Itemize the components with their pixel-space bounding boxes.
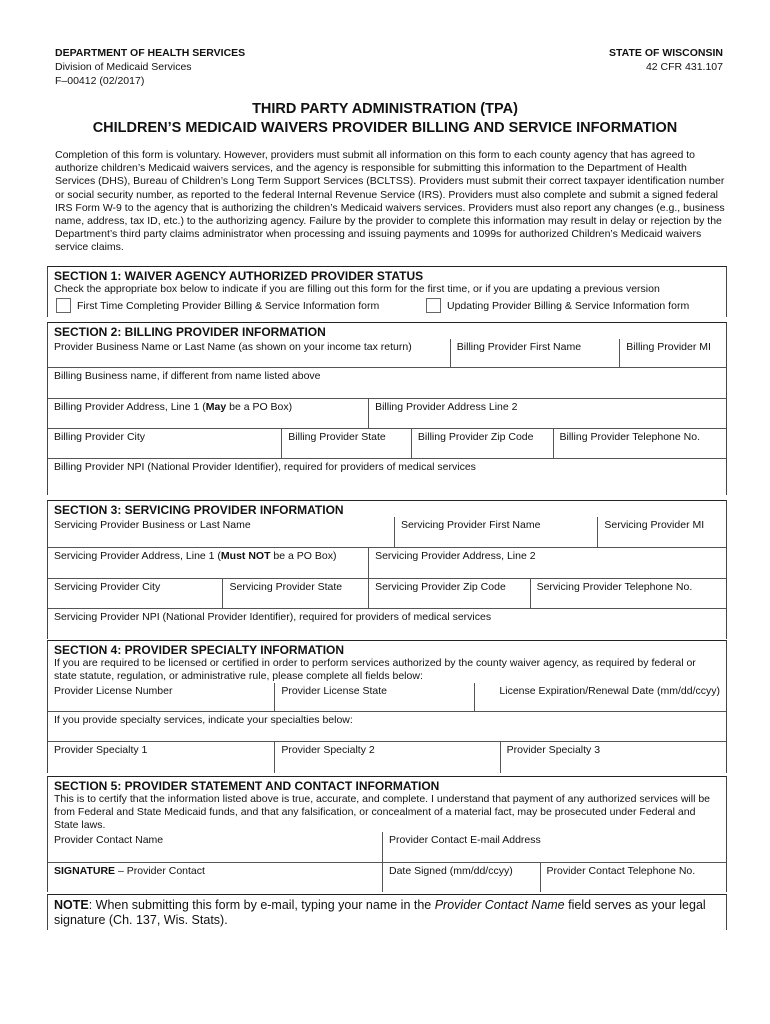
note-label: NOTE	[54, 898, 89, 912]
servicing-mi-field[interactable]: Servicing Provider MI	[597, 517, 726, 547]
license-number-field[interactable]: Provider License Number	[54, 685, 173, 697]
servicing-state-field[interactable]: Servicing Provider State	[222, 579, 368, 608]
intro-paragraph: Completion of this form is voluntary. However, providers must submit all information on this form to each county agency that has agreed to authorize children’s Medicaid waivers services, and the agency is responsible for submitting this information to the Department of Health Services (DHS), Bureau of Children’s Long Term Support Services (BCLTSS). Providers must submit their correct taxpayer identification number or social security number, as reported to the federal Internal Revenue Service (IRS). Providers must also complete and submit a signed federal IRS Form W-9 to the agency that is authorizing the children’s Medicaid waivers services. Providers must also report any changes (e.g., business name, address, tax ID, etc.) to the authorizing agency. Failure by the provider to complete this information may result in delay or rejection by the Department’s third party claims administrator when processing and issuing payments and 1099s for authorized Children’s Medicaid waivers service claims.	[55, 149, 725, 254]
specialty-note-row	[48, 711, 726, 741]
specialty-note: If you provide specialty services, indicate your specialties below:	[54, 714, 353, 726]
servicing-zip-field[interactable]: Servicing Provider Zip Code	[368, 579, 530, 608]
billing-address-row	[48, 398, 726, 428]
servicing-city-row	[48, 578, 726, 608]
title-line-2: CHILDREN’S MEDICAID WAIVERS PROVIDER BILLING AND SERVICE INFORMATION	[92, 120, 678, 136]
section-5	[47, 776, 727, 892]
specialty-1-field[interactable]: Provider Specialty 1	[54, 744, 148, 756]
billing-business-alt-field[interactable]: Billing Business name, if different from name listed above	[54, 370, 321, 382]
section-1-title: SECTION 1: WAIVER AGENCY AUTHORIZED PROVIDER STATUS	[54, 269, 424, 283]
servicing-address-1-label-b: Must NOT	[220, 550, 271, 562]
billing-zip-field[interactable]: Billing Provider Zip Code	[411, 429, 553, 458]
servicing-first-name-field[interactable]: Servicing Provider First Name	[394, 517, 597, 547]
section-2-title: SECTION 2: BILLING PROVIDER INFORMATION	[54, 325, 326, 339]
contact-name-field[interactable]: Provider Contact Name	[54, 834, 164, 846]
license-state-field[interactable]: Provider License State	[274, 683, 473, 711]
signature-field[interactable]	[48, 863, 382, 892]
servicing-npi-field[interactable]: Servicing Provider NPI (National Provider Identifier), required for providers of medical services	[54, 611, 492, 623]
form-title	[0, 100, 770, 138]
billing-npi-row	[48, 458, 726, 495]
specialty-3-field[interactable]: Provider Specialty 3	[500, 742, 726, 773]
note-text-1: : When submitting this form by e-mail, typing your name in the	[88, 898, 435, 912]
billing-city-field[interactable]: Billing Provider City	[54, 431, 146, 443]
section-4	[47, 640, 727, 773]
servicing-business-name-field[interactable]: Servicing Provider Business or Last Name	[54, 519, 251, 531]
contact-phone-field[interactable]: Provider Contact Telephone No.	[540, 863, 726, 892]
billing-address-1-label-c: be a PO Box)	[226, 401, 293, 413]
submission-note	[47, 894, 727, 930]
billing-phone-field[interactable]: Billing Provider Telephone No.	[553, 429, 726, 458]
note-text-2: field serves as your legal signature (Ch. 137, Wis. Stats).	[54, 898, 706, 927]
first-time-option[interactable]	[54, 298, 424, 313]
state-name: STATE OF WISCONSIN	[609, 47, 723, 59]
first-time-checkbox[interactable]	[56, 298, 71, 313]
signature-row	[48, 862, 726, 892]
section-3	[47, 500, 727, 639]
section-5-statement: This is to certify that the information listed above is true, accurate, and complete. I understand that payment of any authorized services will be from Federal and State Medicaid funds, and that any falsification, or concealment of a material fact, may be prosecuted under Federal and State laws.	[54, 793, 711, 831]
section-2	[47, 322, 727, 495]
billing-address-1-field[interactable]	[48, 399, 368, 428]
servicing-address-row	[48, 547, 726, 578]
specialty-2-field[interactable]: Provider Specialty 2	[274, 742, 499, 773]
signature-label-rest: – Provider Contact	[115, 865, 205, 877]
header-left	[55, 46, 245, 88]
section-1	[47, 266, 727, 317]
servicing-npi-row	[48, 608, 726, 639]
form-number: F–00412 (02/2017)	[55, 75, 145, 87]
updating-checkbox[interactable]	[426, 298, 441, 313]
signature-label-bold: SIGNATURE	[54, 865, 116, 877]
servicing-address-1-label-a: Servicing Provider Address, Line 1 (	[54, 550, 221, 562]
billing-npi-field[interactable]: Billing Provider NPI (National Provider Identifier), required for providers of medical services	[54, 461, 476, 473]
note-italic: Provider Contact Name	[434, 898, 565, 912]
header-right	[609, 46, 723, 74]
billing-business-row	[48, 367, 726, 398]
billing-address-1-label-a: Billing Provider Address, Line 1 (	[54, 401, 206, 413]
servicing-address-2-field[interactable]: Servicing Provider Address, Line 2	[368, 548, 726, 578]
billing-city-row	[48, 428, 726, 458]
license-exp-field[interactable]: License Expiration/Renewal Date (mm/dd/ccyy)	[474, 683, 726, 711]
title-line-1: THIRD PARTY ADMINISTRATION (TPA)	[252, 101, 518, 117]
billing-address-2-field[interactable]: Billing Provider Address Line 2	[368, 399, 726, 428]
servicing-address-1-label-c: be a PO Box)	[270, 550, 337, 562]
division-name: Division of Medicaid Services	[55, 61, 192, 73]
license-row	[48, 683, 726, 711]
servicing-phone-field[interactable]: Servicing Provider Telephone No.	[530, 579, 726, 608]
updating-option[interactable]	[424, 298, 689, 313]
servicing-address-1-field[interactable]	[48, 548, 368, 578]
contact-row	[48, 832, 726, 862]
section-4-title: SECTION 4: PROVIDER SPECIALTY INFORMATION	[54, 643, 345, 657]
billing-business-name-field[interactable]: Provider Business Name or Last Name (as shown on your income tax return)	[54, 341, 412, 353]
section-5-title: SECTION 5: PROVIDER STATEMENT AND CONTACT INFORMATION	[54, 779, 440, 793]
billing-address-1-label-b: May	[205, 401, 227, 413]
updating-label: Updating Provider Billing & Service Information form	[447, 299, 690, 312]
billing-state-field[interactable]: Billing Provider State	[281, 429, 411, 458]
servicing-city-field[interactable]: Servicing Provider City	[54, 581, 161, 593]
first-time-label: First Time Completing Provider Billing & Service Information form	[77, 299, 380, 312]
section-3-title: SECTION 3: SERVICING PROVIDER INFORMATION	[54, 503, 344, 517]
billing-name-row	[48, 339, 726, 367]
section-4-note: If you are required to be licensed or certified in order to perform services authorized by the county waiver agency, as required by federal or state statute, regulation, or administrative rule, please complete all fields below:	[54, 657, 696, 682]
servicing-name-row	[48, 517, 726, 547]
contact-email-field[interactable]: Provider Contact E-mail Address	[382, 832, 726, 862]
dept-name: DEPARTMENT OF HEALTH SERVICES	[55, 47, 246, 59]
cfr-ref: 42 CFR 431.107	[645, 61, 723, 73]
date-signed-field[interactable]: Date Signed (mm/dd/ccyy)	[382, 863, 540, 892]
specialty-row	[48, 741, 726, 773]
billing-mi-field[interactable]: Billing Provider MI	[619, 339, 726, 367]
section-1-note: Check the appropriate box below to indicate if you are filling out this form for the first time, or if you are updating a previous version	[54, 283, 660, 295]
billing-first-name-field[interactable]: Billing Provider First Name	[450, 339, 620, 367]
status-options	[48, 296, 726, 317]
